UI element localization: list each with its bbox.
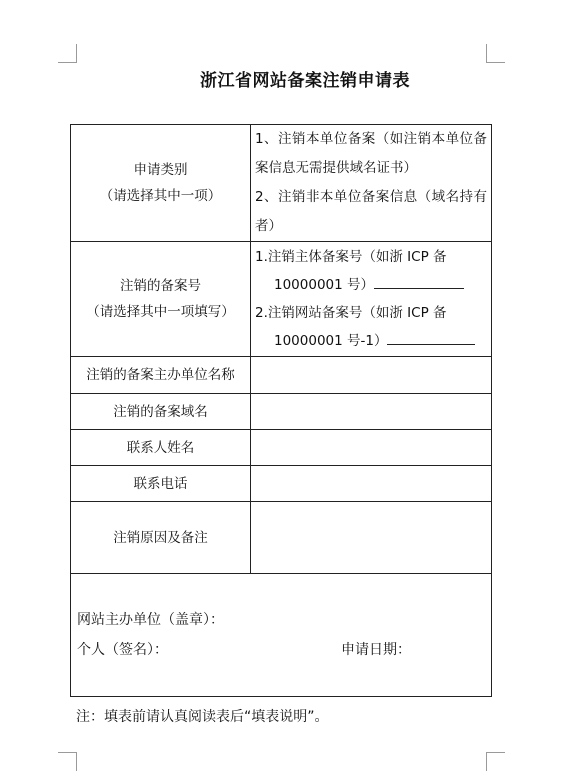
form-title: 浙江省网站备案注销申请表 xyxy=(200,71,410,91)
page-corner-mark-top-left xyxy=(58,44,77,63)
personal-sign-label: 个人（签名）： xyxy=(77,642,168,658)
application-date-label: 申请日期： xyxy=(341,642,411,658)
website-record-number-line xyxy=(255,327,487,355)
application-category-label: 申请类别 xyxy=(133,162,188,178)
domain-label: 注销的备案域名 xyxy=(71,394,251,430)
application-category-sublabel: （请选择其中一项） xyxy=(99,188,222,204)
personal-sign-line xyxy=(71,635,491,665)
category-option-1[interactable]: 1、注销本单位备案（如注销本单位备案信息无需提供域名证书） xyxy=(255,131,487,176)
contact-name-field[interactable] xyxy=(251,430,492,466)
contact-phone-label: 联系电话 xyxy=(71,466,251,502)
principal-record-number-example: 10000001 号） xyxy=(274,277,375,293)
principal-record-number-line xyxy=(255,271,487,299)
domain-field[interactable] xyxy=(251,394,492,430)
row-organizer-name xyxy=(71,357,492,394)
record-number-sublabel: （请选择其中一项填写） xyxy=(86,304,235,320)
organizer-seal-label: 网站主办单位（盖章）： xyxy=(77,612,224,628)
record-number-item-2 xyxy=(251,299,491,355)
organizer-seal-line xyxy=(71,605,491,635)
organizer-name-label: 注销的备案主办单位名称 xyxy=(71,357,251,394)
website-record-number-text: 2.注销网站备案号（如浙 ICP 备 xyxy=(255,305,447,321)
application-category-options-cell xyxy=(251,125,492,242)
record-number-label: 注销的备案号 xyxy=(120,278,201,294)
page-corner-mark-bottom-right xyxy=(486,752,505,771)
reason-label: 注销原因及备注 xyxy=(71,502,251,574)
row-record-number xyxy=(71,242,492,357)
principal-record-number-blank[interactable] xyxy=(374,274,464,289)
row-contact-phone xyxy=(71,466,492,502)
page-corner-mark-bottom-left xyxy=(58,752,77,771)
website-record-number-blank[interactable] xyxy=(387,330,475,345)
contact-phone-field[interactable] xyxy=(251,466,492,502)
website-record-number-example: 10000001 号-1） xyxy=(274,333,388,349)
row-reason xyxy=(71,502,492,574)
record-number-item-1 xyxy=(251,243,491,299)
record-number-label-cell xyxy=(71,242,251,357)
application-category-label-cell xyxy=(71,125,251,242)
form-note: 注：填表前请认真阅读表后“填表说明”。 xyxy=(76,709,329,725)
organizer-name-field[interactable] xyxy=(251,357,492,394)
row-signature xyxy=(71,574,492,697)
page-corner-mark-top-right xyxy=(486,44,505,63)
row-contact-name xyxy=(71,430,492,466)
record-number-options-cell xyxy=(251,242,492,357)
application-form-table xyxy=(70,124,492,697)
row-application-category xyxy=(71,125,492,242)
contact-name-label: 联系人姓名 xyxy=(71,430,251,466)
category-option-2[interactable]: 2、注销非本单位备案信息（域名持有者） xyxy=(255,189,487,234)
row-domain xyxy=(71,394,492,430)
principal-record-number-text: 1.注销主体备案号（如浙 ICP 备 xyxy=(255,249,447,265)
signature-cell xyxy=(71,574,492,697)
reason-field[interactable] xyxy=(251,502,492,574)
